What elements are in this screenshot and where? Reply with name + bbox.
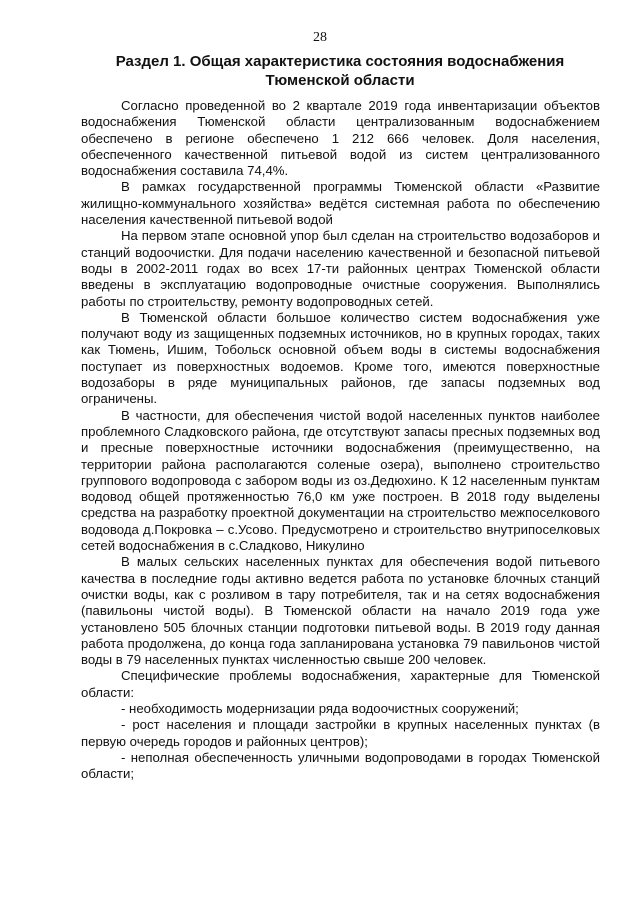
list-item: - неполная обеспеченность уличными водопроводами в городах Тюменской области; [81,749,600,782]
list-item: - необходимость модернизации ряда водоочистных сооружений; [121,700,519,716]
paragraph: Согласно проведенной во 2 квартале 2019 года инвентаризации объектов водоснабжения Тюменской области централизованным водоснабжением обеспечено в регионе обеспечено 1 212 666 человек. Доля населения, обеспеченного качественной питьевой водой из систем централизованного водоснабжения составила 74,4%. [81,98,600,179]
section-title: Раздел 1. Общая характеристика состояния водоснабжения Тюменской области [115,53,565,89]
paragraph: Специфические проблемы водоснабжения, характерные для Тюменской области: [81,668,600,700]
list-item: - рост населения и площади застройки в крупных населенных пунктах (в первую очередь городов и районных центров); [81,717,600,749]
paragraph: В частности, для обеспечения чистой водой населенных пунктов наиболее проблемного Сладковского района, где отсутствуют запасы пресных подземных вод и пресные поверхностные источники водоснабжения (преимущественно, на территории района располагаются соленые озера), выполнено строительство группового водопровода с забором воды из оз.Дедюхино. К 12 населенным пунктам водовод общей протяженностью 76,0 км уже построен. В 2018 году выделены средства на разработку проектной документации на строительство межпоселкового водовода д.Покровка – с.Усово. Предусмотрено и строительство внутрипоселковых сетей водоснабжения в с.Сладково, Никулино [81,407,600,554]
paragraph: В рамках государственной программы Тюменской области «Развитие жилищно-коммунального хозяйства» ведётся системная работа по обеспечению населения качественной питьевой водой [81,179,600,228]
paragraph: На первом этапе основной упор был сделан на строительство водозаборов и станций водоочистки. Для подачи населению качественной и безопасной питьевой воды в 2002-2011 годах во всех 17-ти районных центрах Тюменской области введены в эксплуатацию водопроводные очистные сооружения. Выполнялись работы по строительству, ремонту водопроводных сетей. [81,228,600,309]
paragraph: В малых сельских населенных пунктах для обеспечения водой питьевого качества в последние годы активно ведется работа по установке блочных станций очистки воды, как с розливом в тару потребителя, так и на сетях водоснабжения (павильоны чистой воды). В Тюменской области на начало 2019 года уже установлено 505 блочных станции подготовки питьевой воды. В 2019 году данная работа продолжена, до конца года запланирована установка 79 павильонов чистой воды в 79 населенных пунктах численностью свыше 200 человек. [81,554,600,668]
page-number: 28 [313,30,327,45]
paragraph: В Тюменской области большое количество систем водоснабжения уже получают воду из защищенных подземных источников, но в крупных городах, таких как Тюмень, Ишим, Тобольск основной объем воды в системы водоснабжения поступает из поверхностных водоемов. Кроме того, имеются поверхностные водозаборы в ряде муниципальных районов, где запасы подземных вод ограничены. [81,309,600,407]
document-body [81,98,600,782]
